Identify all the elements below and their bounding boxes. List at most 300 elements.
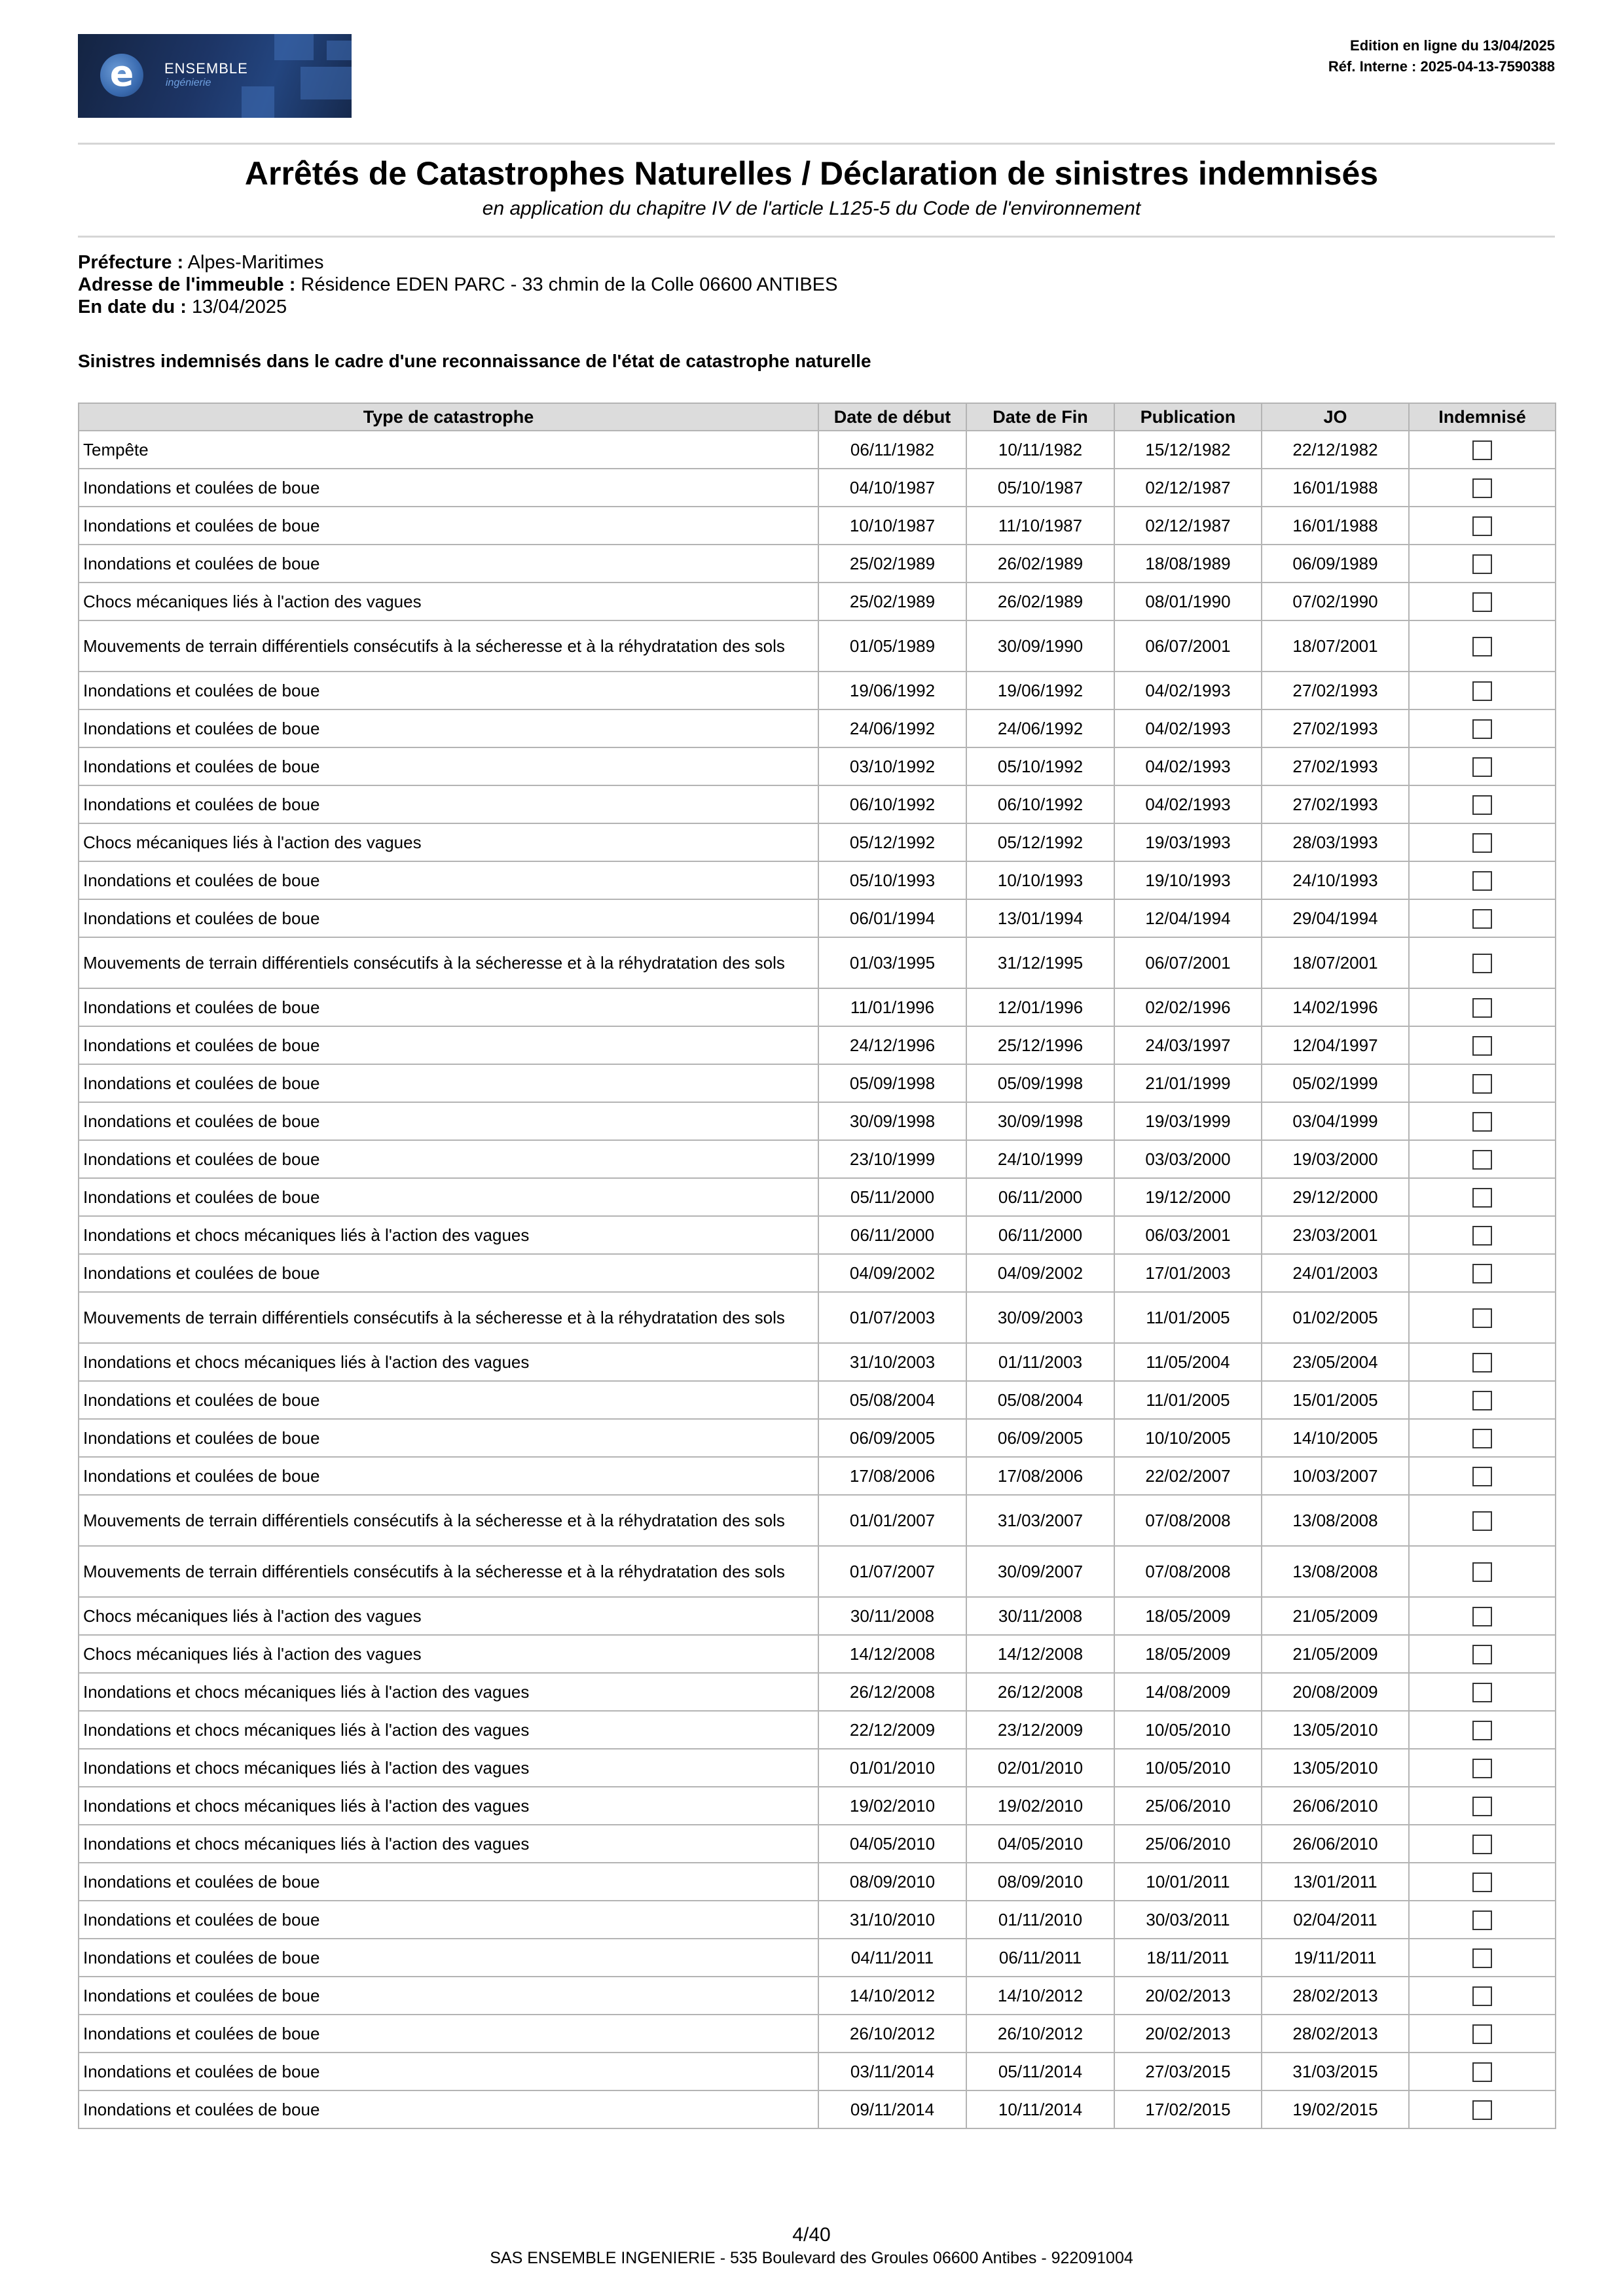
cell-type: Inondations et chocs mécaniques liés à l'action des vagues [79, 1825, 818, 1863]
cell-type: Inondations et coulées de boue [79, 1140, 818, 1178]
cell-start-date: 05/10/1993 [818, 861, 966, 899]
indemnified-checkbox[interactable] [1472, 1036, 1492, 1056]
cell-jo: 31/03/2015 [1262, 2053, 1409, 2090]
page-subtitle: en application du chapitre IV de l'article L125-5 du Code de l'environnement [482, 198, 1141, 219]
cell-end-date: 30/09/2003 [966, 1292, 1114, 1343]
cell-end-date: 24/10/1999 [966, 1140, 1114, 1178]
table-row [79, 1292, 1556, 1343]
indemnified-checkbox[interactable] [1472, 1683, 1492, 1702]
cell-type: Inondations et coulées de boue [79, 469, 818, 507]
cell-publication: 02/12/1987 [1114, 507, 1262, 545]
table-header-row [79, 403, 1556, 431]
cell-jo: 01/02/2005 [1262, 1292, 1409, 1343]
cell-publication: 27/03/2015 [1114, 2053, 1262, 2090]
indemnified-checkbox[interactable] [1472, 478, 1492, 498]
indemnified-checkbox[interactable] [1472, 954, 1492, 973]
cell-publication: 25/06/2010 [1114, 1787, 1262, 1825]
indemnified-checkbox[interactable] [1472, 1835, 1492, 1854]
cell-jo: 26/06/2010 [1262, 1825, 1409, 1863]
table-body [79, 431, 1556, 2128]
cell-jo: 27/02/1993 [1262, 709, 1409, 747]
cell-end-date: 30/09/1990 [966, 620, 1114, 672]
address-line [78, 274, 837, 296]
cell-jo: 16/01/1988 [1262, 469, 1409, 507]
table-row [79, 1901, 1556, 1939]
indemnified-checkbox[interactable] [1472, 554, 1492, 574]
cell-start-date: 06/01/1994 [818, 899, 966, 937]
header-publication: Publication [1114, 403, 1262, 431]
cell-end-date: 01/11/2003 [966, 1343, 1114, 1381]
cell-type: Inondations et coulées de boue [79, 2053, 818, 2090]
cell-publication: 19/03/1999 [1114, 1102, 1262, 1140]
table-row [79, 469, 1556, 507]
table-row [79, 2053, 1556, 2090]
cell-start-date: 01/03/1995 [818, 937, 966, 988]
indemnified-checkbox[interactable] [1472, 2100, 1492, 2120]
cell-start-date: 30/09/1998 [818, 1102, 966, 1140]
indemnified-checkbox[interactable] [1472, 719, 1492, 739]
table-row [79, 1863, 1556, 1901]
cell-jo: 18/07/2001 [1262, 620, 1409, 672]
table-row [79, 583, 1556, 620]
cell-publication: 18/11/2011 [1114, 1939, 1262, 1977]
indemnified-checkbox[interactable] [1472, 1264, 1492, 1283]
cell-publication: 11/01/2005 [1114, 1381, 1262, 1419]
cell-jo: 10/03/2007 [1262, 1457, 1409, 1495]
cell-indemnified [1409, 1381, 1556, 1419]
table-row [79, 1140, 1556, 1178]
header-start-date: Date de début [818, 403, 966, 431]
cell-jo: 29/04/1994 [1262, 899, 1409, 937]
header-type: Type de catastrophe [79, 403, 818, 431]
table-row [79, 1939, 1556, 1977]
cell-start-date: 04/10/1987 [818, 469, 966, 507]
cell-indemnified [1409, 1546, 1556, 1597]
cell-jo: 13/01/2011 [1262, 1863, 1409, 1901]
title-divider [78, 236, 1555, 238]
cell-end-date: 31/03/2007 [966, 1495, 1114, 1546]
cell-publication: 04/02/1993 [1114, 672, 1262, 709]
table-row [79, 545, 1556, 583]
cell-start-date: 17/08/2006 [818, 1457, 966, 1495]
cell-publication: 19/10/1993 [1114, 861, 1262, 899]
company-logo [78, 34, 352, 118]
cell-type: Inondations et coulées de boue [79, 747, 818, 785]
cell-type: Inondations et coulées de boue [79, 861, 818, 899]
cell-end-date: 25/12/1996 [966, 1026, 1114, 1064]
cell-jo: 21/05/2009 [1262, 1635, 1409, 1673]
cell-jo: 20/08/2009 [1262, 1673, 1409, 1711]
cell-start-date: 31/10/2010 [818, 1901, 966, 1939]
cell-publication: 20/02/2013 [1114, 2015, 1262, 2053]
cell-type: Inondations et coulées de boue [79, 1419, 818, 1457]
cell-end-date: 24/06/1992 [966, 709, 1114, 747]
indemnified-checkbox[interactable] [1472, 1562, 1492, 1582]
indemnified-checkbox[interactable] [1472, 1429, 1492, 1448]
prefecture-value: Alpes-Maritimes [187, 252, 324, 273]
cell-type: Inondations et coulées de boue [79, 709, 818, 747]
cell-type: Inondations et chocs mécaniques liés à l'action des vagues [79, 1343, 818, 1381]
cell-jo: 28/02/2013 [1262, 2015, 1409, 2053]
cell-start-date: 05/09/1998 [818, 1064, 966, 1102]
table-row [79, 1216, 1556, 1254]
cell-start-date: 06/11/1982 [818, 431, 966, 469]
cell-type: Inondations et coulées de boue [79, 1254, 818, 1292]
page-title: Arrêtés de Catastrophes Naturelles / Déclaration de sinistres indemnisés [244, 155, 1379, 192]
cell-indemnified [1409, 1343, 1556, 1381]
cell-indemnified [1409, 2015, 1556, 2053]
table-row [79, 785, 1556, 823]
cell-start-date: 14/10/2012 [818, 1977, 966, 2015]
cell-end-date: 14/12/2008 [966, 1635, 1114, 1673]
cell-type: Inondations et chocs mécaniques liés à l'action des vagues [79, 1673, 818, 1711]
cell-start-date: 01/01/2010 [818, 1749, 966, 1787]
address-label: Adresse de l'immeuble : [78, 274, 296, 295]
cell-publication: 04/02/1993 [1114, 709, 1262, 747]
cell-publication: 10/10/2005 [1114, 1419, 1262, 1457]
indemnified-checkbox[interactable] [1472, 1467, 1492, 1486]
cell-start-date: 10/10/1987 [818, 507, 966, 545]
cell-publication: 07/08/2008 [1114, 1495, 1262, 1546]
cell-end-date: 08/09/2010 [966, 1863, 1114, 1901]
cell-end-date: 06/11/2000 [966, 1216, 1114, 1254]
cell-start-date: 26/10/2012 [818, 2015, 966, 2053]
cell-indemnified [1409, 899, 1556, 937]
cell-end-date: 05/10/1992 [966, 747, 1114, 785]
table-row [79, 709, 1556, 747]
cell-start-date: 26/12/2008 [818, 1673, 966, 1711]
cell-indemnified [1409, 988, 1556, 1026]
table-row [79, 507, 1556, 545]
property-info [78, 251, 837, 318]
cell-end-date: 10/10/1993 [966, 861, 1114, 899]
cell-type: Chocs mécaniques liés à l'action des vagues [79, 583, 818, 620]
table-row [79, 1711, 1556, 1749]
table-row [79, 1102, 1556, 1140]
cell-end-date: 05/11/2014 [966, 2053, 1114, 2090]
cell-jo: 18/07/2001 [1262, 937, 1409, 988]
table-row [79, 672, 1556, 709]
indemnified-checkbox[interactable] [1472, 1511, 1492, 1531]
cell-type: Inondations et coulées de boue [79, 2090, 818, 2128]
cell-end-date: 06/11/2000 [966, 1178, 1114, 1216]
cell-type: Inondations et chocs mécaniques liés à l'action des vagues [79, 1711, 818, 1749]
cell-indemnified [1409, 785, 1556, 823]
indemnified-checkbox[interactable] [1472, 1721, 1492, 1740]
cell-end-date: 10/11/2014 [966, 2090, 1114, 2128]
cell-start-date: 24/06/1992 [818, 709, 966, 747]
indemnified-checkbox[interactable] [1472, 1150, 1492, 1170]
cell-type: Inondations et coulées de boue [79, 1939, 818, 1977]
cell-start-date: 06/09/2005 [818, 1419, 966, 1457]
indemnified-checkbox[interactable] [1472, 592, 1492, 612]
cell-indemnified [1409, 1939, 1556, 1977]
cell-publication: 06/07/2001 [1114, 620, 1262, 672]
indemnified-checkbox[interactable] [1472, 1308, 1492, 1328]
cell-indemnified [1409, 1749, 1556, 1787]
cell-jo: 21/05/2009 [1262, 1597, 1409, 1635]
cell-start-date: 01/07/2007 [818, 1546, 966, 1597]
cell-type: Chocs mécaniques liés à l'action des vagues [79, 823, 818, 861]
table-row [79, 937, 1556, 988]
cell-jo: 15/01/2005 [1262, 1381, 1409, 1419]
cell-jo: 27/02/1993 [1262, 672, 1409, 709]
cell-start-date: 05/08/2004 [818, 1381, 966, 1419]
cell-publication: 04/02/1993 [1114, 785, 1262, 823]
cell-indemnified [1409, 861, 1556, 899]
cell-type: Mouvements de terrain différentiels consécutifs à la sécheresse et à la réhydratation des sols [79, 937, 818, 988]
indemnified-checkbox[interactable] [1472, 795, 1492, 815]
cell-jo: 27/02/1993 [1262, 747, 1409, 785]
cell-publication: 04/02/1993 [1114, 747, 1262, 785]
cell-end-date: 06/09/2005 [966, 1419, 1114, 1457]
indemnified-checkbox[interactable] [1472, 1607, 1492, 1626]
cell-indemnified [1409, 1711, 1556, 1749]
cell-publication: 24/03/1997 [1114, 1026, 1262, 1064]
cell-start-date: 05/11/2000 [818, 1178, 966, 1216]
indemnified-checkbox[interactable] [1472, 1797, 1492, 1816]
cell-type: Inondations et chocs mécaniques liés à l'action des vagues [79, 1787, 818, 1825]
indemnified-checkbox[interactable] [1472, 909, 1492, 929]
cell-end-date: 13/01/1994 [966, 899, 1114, 937]
cell-indemnified [1409, 1825, 1556, 1863]
cell-publication: 06/03/2001 [1114, 1216, 1262, 1254]
logo-mark-icon: e [100, 54, 143, 97]
indemnified-checkbox[interactable] [1472, 833, 1492, 853]
indemnified-checkbox[interactable] [1472, 681, 1492, 701]
table-row [79, 1419, 1556, 1457]
cell-indemnified [1409, 1495, 1556, 1546]
indemnified-checkbox[interactable] [1472, 1074, 1492, 1094]
cell-indemnified [1409, 1977, 1556, 2015]
cell-jo: 22/12/1982 [1262, 431, 1409, 469]
cell-publication: 18/08/1989 [1114, 545, 1262, 583]
cell-indemnified [1409, 620, 1556, 672]
cell-start-date: 11/01/1996 [818, 988, 966, 1026]
cell-type: Mouvements de terrain différentiels consécutifs à la sécheresse et à la réhydratation des sols [79, 1495, 818, 1546]
cell-type: Inondations et coulées de boue [79, 2015, 818, 2053]
cell-end-date: 26/10/2012 [966, 2015, 1114, 2053]
cell-indemnified [1409, 1064, 1556, 1102]
cell-jo: 05/02/1999 [1262, 1064, 1409, 1102]
table-row [79, 1749, 1556, 1787]
indemnified-checkbox[interactable] [1472, 1948, 1492, 1968]
cell-jo: 14/02/1996 [1262, 988, 1409, 1026]
internal-reference: Réf. Interne : 2025-04-13-7590388 [1328, 58, 1555, 75]
cell-indemnified [1409, 507, 1556, 545]
cell-indemnified [1409, 747, 1556, 785]
cell-end-date: 05/09/1998 [966, 1064, 1114, 1102]
cell-publication: 21/01/1999 [1114, 1064, 1262, 1102]
cell-end-date: 11/10/1987 [966, 507, 1114, 545]
cell-end-date: 05/08/2004 [966, 1381, 1114, 1419]
indemnified-checkbox[interactable] [1472, 1112, 1492, 1132]
cell-publication: 02/02/1996 [1114, 988, 1262, 1026]
cell-jo: 23/05/2004 [1262, 1343, 1409, 1381]
cell-end-date: 14/10/2012 [966, 1977, 1114, 2015]
table-row [79, 899, 1556, 937]
cell-indemnified [1409, 1140, 1556, 1178]
cell-type: Inondations et coulées de boue [79, 1178, 818, 1216]
indemnified-checkbox[interactable] [1472, 440, 1492, 460]
cell-jo: 03/04/1999 [1262, 1102, 1409, 1140]
logo-brand: ENSEMBLE [164, 60, 248, 77]
cell-publication: 17/01/2003 [1114, 1254, 1262, 1292]
cell-jo: 06/09/1989 [1262, 545, 1409, 583]
footer-company: SAS ENSEMBLE INGENIERIE - 535 Boulevard des Groules 06600 Antibes - 922091004 [490, 2249, 1133, 2267]
cell-indemnified [1409, 545, 1556, 583]
cell-start-date: 25/02/1989 [818, 545, 966, 583]
table-row [79, 1381, 1556, 1419]
cell-jo: 24/01/2003 [1262, 1254, 1409, 1292]
cell-end-date: 05/10/1987 [966, 469, 1114, 507]
cell-indemnified [1409, 1863, 1556, 1901]
cell-publication: 08/01/1990 [1114, 583, 1262, 620]
cell-type: Inondations et coulées de boue [79, 1977, 818, 2015]
indemnified-checkbox[interactable] [1472, 1645, 1492, 1664]
table-row [79, 1977, 1556, 2015]
table-row [79, 1673, 1556, 1711]
cell-indemnified [1409, 823, 1556, 861]
indemnified-checkbox[interactable] [1472, 1910, 1492, 1930]
cell-type: Inondations et coulées de boue [79, 1901, 818, 1939]
cell-indemnified [1409, 1419, 1556, 1457]
cell-start-date: 23/10/1999 [818, 1140, 966, 1178]
table-row [79, 1178, 1556, 1216]
cell-end-date: 26/12/2008 [966, 1673, 1114, 1711]
indemnified-checkbox[interactable] [1472, 1391, 1492, 1410]
table-row [79, 1064, 1556, 1102]
cell-start-date: 01/07/2003 [818, 1292, 966, 1343]
cell-type: Inondations et coulées de boue [79, 1102, 818, 1140]
indemnified-checkbox[interactable] [1472, 998, 1492, 1018]
cell-indemnified [1409, 2090, 1556, 2128]
indemnified-checkbox[interactable] [1472, 1986, 1492, 2006]
cell-end-date: 30/09/2007 [966, 1546, 1114, 1597]
cell-type: Inondations et coulées de boue [79, 1064, 818, 1102]
cell-type: Inondations et coulées de boue [79, 545, 818, 583]
cell-indemnified [1409, 1178, 1556, 1216]
cell-publication: 07/08/2008 [1114, 1546, 1262, 1597]
cell-indemnified [1409, 1026, 1556, 1064]
cell-publication: 18/05/2009 [1114, 1597, 1262, 1635]
indemnified-checkbox[interactable] [1472, 2062, 1492, 2082]
cell-indemnified [1409, 583, 1556, 620]
cell-start-date: 30/11/2008 [818, 1597, 966, 1635]
prefecture-label: Préfecture : [78, 252, 184, 273]
cell-end-date: 23/12/2009 [966, 1711, 1114, 1749]
table-row [79, 1825, 1556, 1863]
cell-publication: 02/12/1987 [1114, 469, 1262, 507]
cell-end-date: 31/12/1995 [966, 937, 1114, 988]
indemnified-checkbox[interactable] [1472, 516, 1492, 536]
cell-indemnified [1409, 1901, 1556, 1939]
cell-type: Inondations et chocs mécaniques liés à l'action des vagues [79, 1216, 818, 1254]
cell-end-date: 19/06/1992 [966, 672, 1114, 709]
indemnified-checkbox[interactable] [1472, 1188, 1492, 1208]
page-number: 4/40 [792, 2224, 831, 2246]
cell-start-date: 05/12/1992 [818, 823, 966, 861]
cell-end-date: 26/02/1989 [966, 545, 1114, 583]
cell-publication: 11/01/2005 [1114, 1292, 1262, 1343]
indemnified-checkbox[interactable] [1472, 757, 1492, 777]
cell-jo: 28/03/1993 [1262, 823, 1409, 861]
address-value: Résidence EDEN PARC - 33 chmin de la Colle 06600 ANTIBES [301, 274, 838, 295]
indemnified-checkbox[interactable] [1472, 871, 1492, 891]
cell-start-date: 04/11/2011 [818, 1939, 966, 1977]
cell-type: Inondations et coulées de boue [79, 899, 818, 937]
cell-start-date: 01/01/2007 [818, 1495, 966, 1546]
cell-publication: 14/08/2009 [1114, 1673, 1262, 1711]
cell-indemnified [1409, 1635, 1556, 1673]
cell-start-date: 09/11/2014 [818, 2090, 966, 2128]
cell-start-date: 25/02/1989 [818, 583, 966, 620]
cell-jo: 14/10/2005 [1262, 1419, 1409, 1457]
cell-type: Mouvements de terrain différentiels consécutifs à la sécheresse et à la réhydratation des sols [79, 620, 818, 672]
header-jo: JO [1262, 403, 1409, 431]
indemnified-checkbox[interactable] [1472, 1226, 1492, 1246]
cell-publication: 30/03/2011 [1114, 1901, 1262, 1939]
table-row [79, 2090, 1556, 2128]
cell-end-date: 30/09/1998 [966, 1102, 1114, 1140]
table-row [79, 747, 1556, 785]
cell-type: Mouvements de terrain différentiels consécutifs à la sécheresse et à la réhydratation des sols [79, 1292, 818, 1343]
cell-type: Chocs mécaniques liés à l'action des vagues [79, 1635, 818, 1673]
cell-start-date: 03/11/2014 [818, 2053, 966, 2090]
cell-indemnified [1409, 1597, 1556, 1635]
cell-publication: 10/05/2010 [1114, 1711, 1262, 1749]
indemnified-checkbox[interactable] [1472, 637, 1492, 656]
table-row [79, 1343, 1556, 1381]
cell-end-date: 10/11/1982 [966, 431, 1114, 469]
cell-end-date: 26/02/1989 [966, 583, 1114, 620]
cell-start-date: 04/09/2002 [818, 1254, 966, 1292]
cell-end-date: 19/02/2010 [966, 1787, 1114, 1825]
table-row [79, 1597, 1556, 1635]
cell-indemnified [1409, 1673, 1556, 1711]
cell-end-date: 06/10/1992 [966, 785, 1114, 823]
indemnified-checkbox[interactable] [1472, 2024, 1492, 2044]
cell-indemnified [1409, 1292, 1556, 1343]
cell-publication: 15/12/1982 [1114, 431, 1262, 469]
cell-indemnified [1409, 1254, 1556, 1292]
cell-jo: 29/12/2000 [1262, 1178, 1409, 1216]
cell-publication: 19/12/2000 [1114, 1178, 1262, 1216]
cell-jo: 19/02/2015 [1262, 2090, 1409, 2128]
logo-subtitle: ingénierie [166, 77, 211, 88]
indemnified-checkbox[interactable] [1472, 1353, 1492, 1372]
indemnified-checkbox[interactable] [1472, 1873, 1492, 1892]
cell-type: Inondations et coulées de boue [79, 785, 818, 823]
cell-indemnified [1409, 1216, 1556, 1254]
indemnified-checkbox[interactable] [1472, 1759, 1492, 1778]
cell-jo: 19/03/2000 [1262, 1140, 1409, 1178]
cell-jo: 02/04/2011 [1262, 1901, 1409, 1939]
cell-type: Inondations et coulées de boue [79, 1026, 818, 1064]
table-row [79, 620, 1556, 672]
cell-indemnified [1409, 672, 1556, 709]
cell-jo: 13/08/2008 [1262, 1495, 1409, 1546]
cell-publication: 03/03/2000 [1114, 1140, 1262, 1178]
cell-start-date: 06/11/2000 [818, 1216, 966, 1254]
cell-publication: 18/05/2009 [1114, 1635, 1262, 1673]
cell-end-date: 01/11/2010 [966, 1901, 1114, 1939]
cell-jo: 24/10/1993 [1262, 861, 1409, 899]
cell-indemnified [1409, 1102, 1556, 1140]
cell-start-date: 14/12/2008 [818, 1635, 966, 1673]
table-row [79, 1787, 1556, 1825]
table-row [79, 823, 1556, 861]
